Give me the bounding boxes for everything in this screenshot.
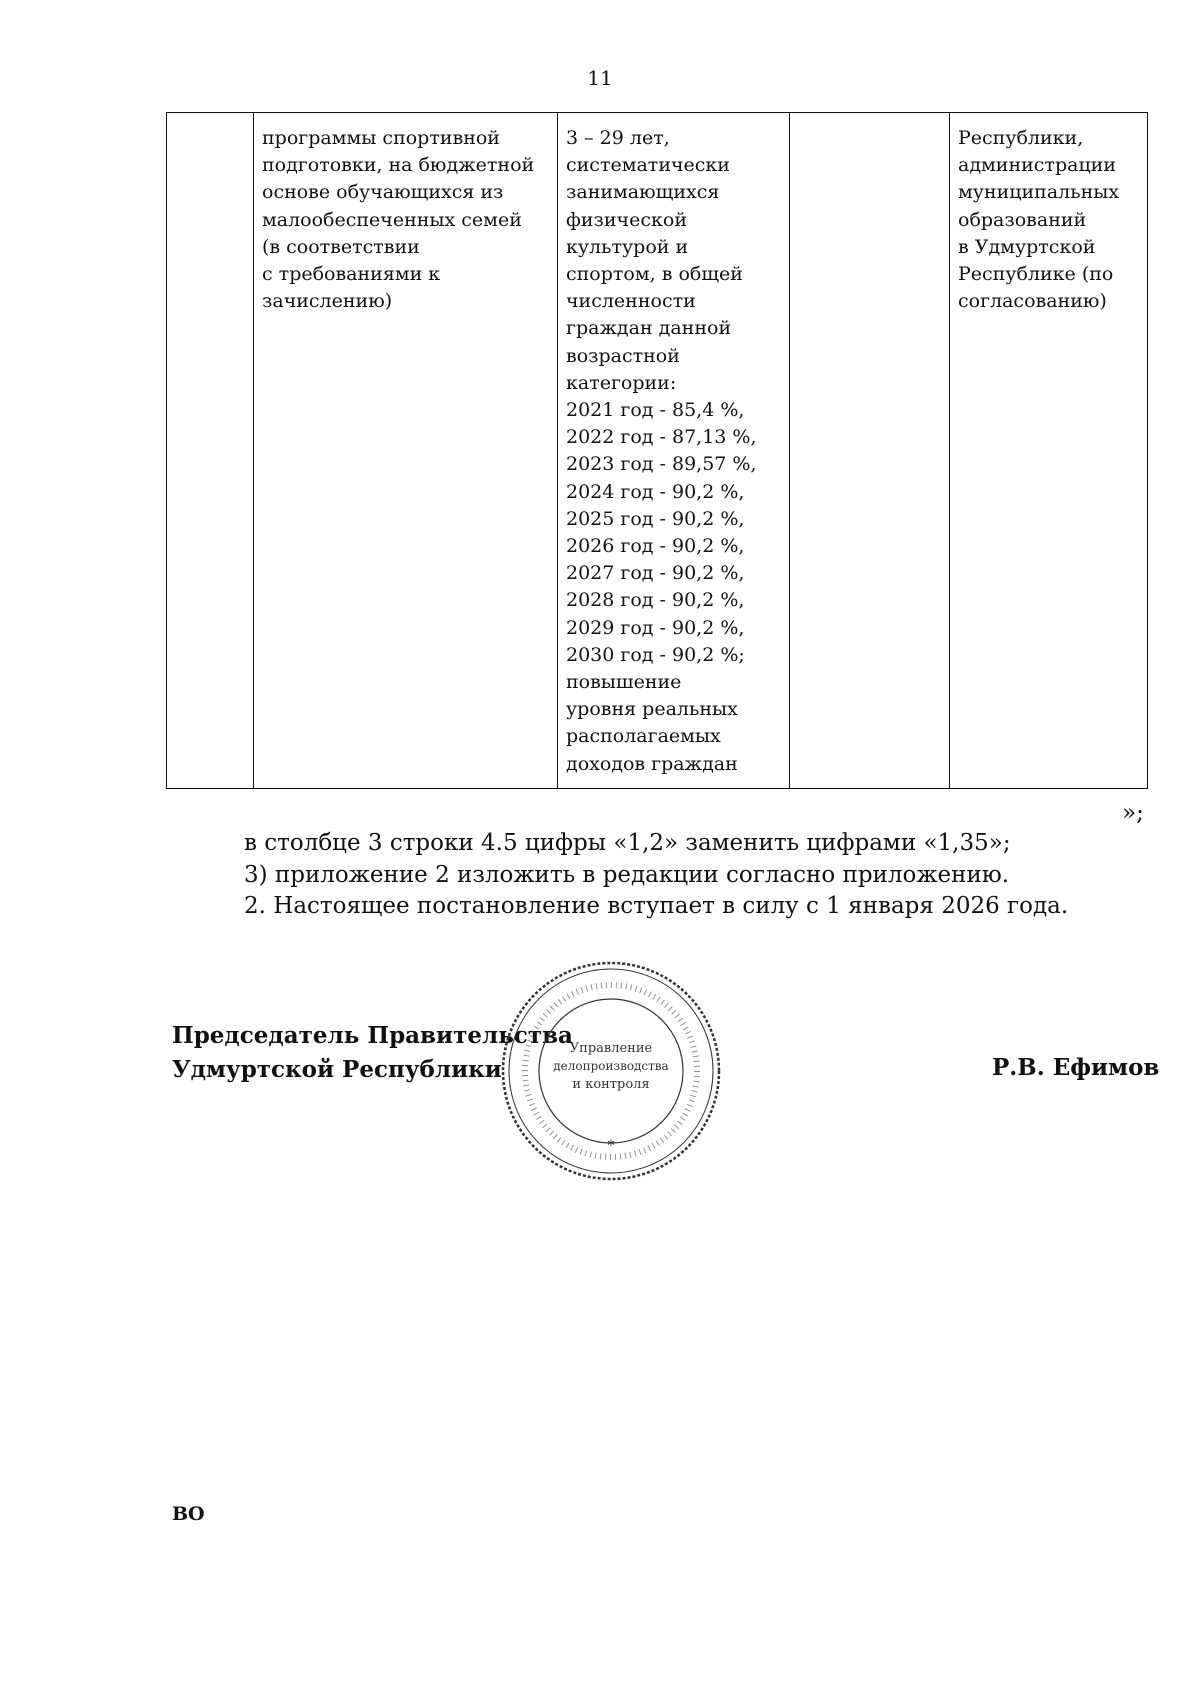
table-row: [167, 113, 1148, 789]
table-cell-executors: [950, 113, 1148, 789]
executor-text: Республики, администрации муниципальных образований в Удмуртской Республике (по согласованию): [958, 127, 1120, 313]
amendment-table: [166, 112, 1148, 789]
signer-name: Р.В. Ефимов: [992, 1054, 1160, 1081]
table-cell-empty: [790, 113, 950, 789]
seal-line3: и контроля: [572, 1077, 650, 1092]
paragraph-appendix: 3) приложение 2 изложить в редакции согласно приложению.: [244, 862, 1010, 888]
event-text: программы спортивной подготовки, на бюджетной основе обучающихся из малообеспеченных семей (в соответствии с требованиями к зачислению): [262, 127, 535, 313]
table-cell-number: [167, 113, 254, 789]
indicator-text: 3 – 29 лет, систематически занимающихся физической культурой и спортом, в общей численности граждан данной возрастной категории: 2021 год - 85,4 %, 2022 год - 87,13 %, 2023 год - 89,57 %, 2024 год - 90,2 %, 2025 год - 90,2 %, 2026 год - 90,2 %, 2027 год - 90,2 %, 2028 год - 90,2 %, 2029 год - 90,2 %, 2030 год - 90,2 %; повышение уровня реальных располагаемых доходов граждан: [566, 127, 757, 775]
table-cell-event: [254, 113, 558, 789]
seal-line1: Управление: [569, 1041, 653, 1056]
paragraph-effective-date: 2. Настоящее постановление вступает в силу с 1 января 2026 года.: [244, 893, 1069, 919]
closing-quote: »;: [1122, 800, 1144, 826]
signer-title-line2: Удмуртской Республики: [172, 1056, 502, 1083]
footer-code: ВО: [172, 1503, 205, 1525]
table-cell-indicators: [558, 113, 790, 789]
official-seal-icon: [496, 956, 726, 1186]
signer-title-line1: Председатель Правительства: [172, 1022, 573, 1049]
seal-line2: делопроизводства: [553, 1059, 669, 1073]
page-number: 11: [587, 66, 613, 90]
svg-text:*: *: [607, 1138, 615, 1154]
paragraph-replace-digits: в столбце 3 строки 4.5 цифры «1,2» заменить цифрами «1,35»;: [244, 830, 1011, 856]
